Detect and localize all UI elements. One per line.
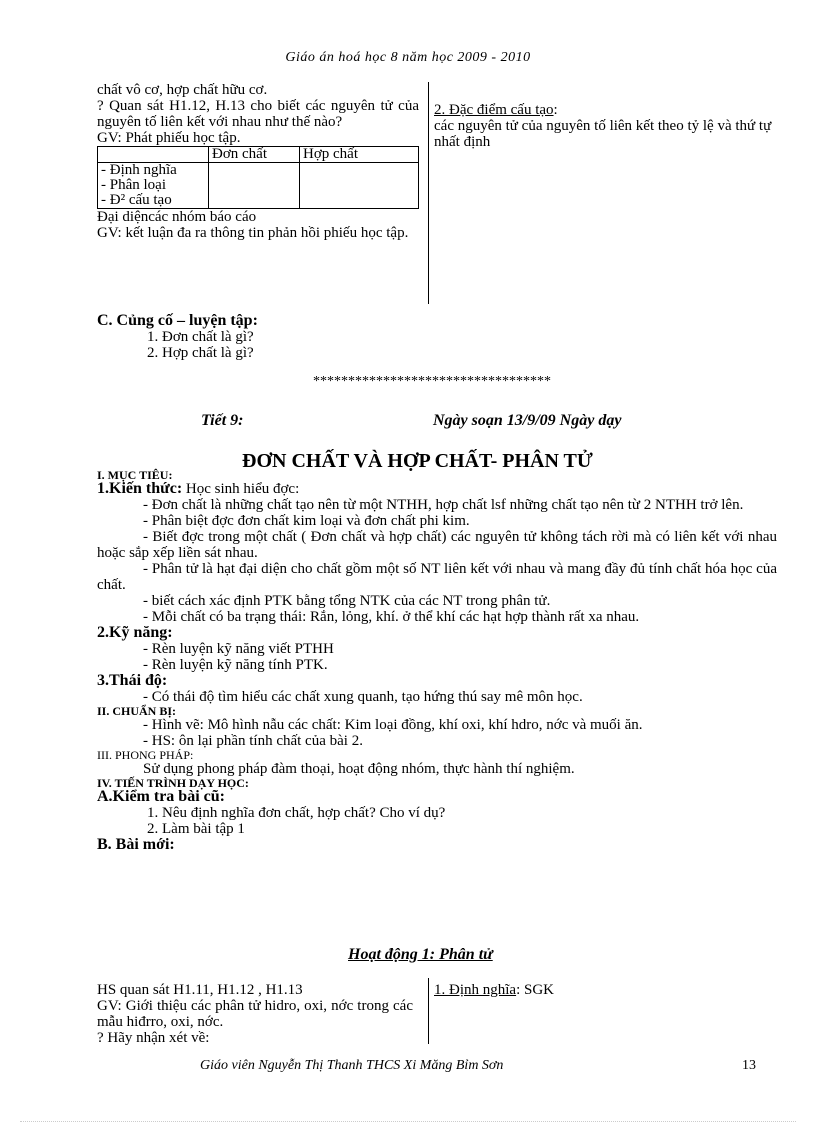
star-separator: **********************************: [313, 374, 551, 389]
conclusion-text: GV: kết luận đa ra thông tin phản hồi phiếu học tập.: [97, 225, 409, 241]
skills-label: 2.Kỹ năng:: [97, 624, 173, 641]
gv-sheet-text: GV: Phát phiếu học tập.: [97, 130, 241, 146]
row-structure: - Đ² cấu tạo: [101, 192, 172, 208]
footer-author: Giáo viên Nguyễn Thị Thanh THCS Xi Măng Bỉm Sơn: [200, 1058, 504, 1073]
page-number: 13: [742, 1058, 756, 1073]
top-left-column: [97, 82, 419, 241]
row-classification: - Phân loại: [101, 177, 166, 193]
prep-heading: II. CHUẨN BỊ:: [97, 704, 177, 718]
prep-2: - HS: ôn lại phần tính chất của bài 2.: [143, 733, 363, 749]
question-text: ? Quan sát H1.12, H.13 cho biết các nguyên tử của nguyên tố liên kết với nhau như thế nào?: [97, 98, 419, 130]
structure-heading: 2. Đặc điểm cấu tạo: [434, 102, 554, 118]
activity-question: ? Hãy nhận xét về:: [97, 1030, 210, 1046]
knowledge-1: - Đơn chất là những chất tạo nên từ một NTHH, hợp chất lsf những chất tạo nên từ 2 NTHH trở lên.: [143, 497, 744, 513]
lesson-period: Tiết 9:: [201, 412, 244, 429]
structure-text: các nguyên tử của nguyên tố liên kết theo tỷ lệ và thứ tự nhất định: [434, 118, 772, 150]
structure-colon: :: [553, 102, 558, 118]
knowledge-label: 1.Kiến thức:: [97, 480, 183, 497]
activity-right-column: [434, 982, 784, 998]
table-header-row: [98, 147, 419, 163]
definition-ref: : SGK: [516, 982, 555, 998]
table-header-empty: [98, 147, 209, 163]
consolidation-q2: 2. Hợp chất là gì?: [147, 345, 254, 361]
knowledge-line: [97, 481, 777, 497]
new-lesson-label: B. Bài mới:: [97, 836, 175, 853]
attitude-label: 3.Thái độ:: [97, 672, 168, 689]
knowledge-intro: Học sinh hiểu đợc:: [182, 481, 300, 497]
activity-left-column: [97, 982, 413, 1046]
page-title: ĐƠN CHẤT VÀ HỢP CHẤT- PHÂN TỬ: [242, 450, 593, 472]
structure-heading-line: [434, 102, 784, 118]
method-1: Sử dụng phong pháp đàm thoại, hoạt động nhóm, thực hành thí nghiệm.: [143, 761, 575, 777]
activity-gv-intro: GV: Giới thiệu các phân tử hidro, oxi, nớc trong các mẫu hiđrro, oxi, nớc.: [97, 998, 413, 1030]
activity-title: Hoạt động 1: Phân tử: [348, 946, 493, 963]
table-row-labels: [98, 163, 209, 209]
check-label: A.Kiểm tra bài cũ:: [97, 788, 225, 805]
row-definition: - Định nghĩa: [101, 162, 177, 178]
table-header-compound: Hợp chất: [300, 147, 419, 163]
objectives-heading: I. MỤC TIÊU:: [97, 468, 173, 482]
activity-observe: HS quan sát H1.11, H1.12 , H1.13: [97, 982, 303, 998]
table-header-element: Đơn chất: [209, 147, 300, 163]
column-divider-bottom: [428, 978, 429, 1044]
attitude-1: - Có thái độ tìm hiểu các chất xung quanh, tạo hứng thú say mê môn học.: [143, 689, 583, 705]
process-heading: IV. TIẾN TRÌNH DẠY HỌC:: [97, 776, 249, 790]
table-cell-compound: [300, 163, 419, 209]
column-divider-top: [428, 82, 429, 304]
definition-heading: 1. Định nghĩa: [434, 982, 517, 998]
table-cell-element: [209, 163, 300, 209]
knowledge-6: - Mỗi chất có ba trạng thái: Rắn, lỏng, khí. ở thể khí các hạt hợp thành rất xa nhau.: [143, 609, 640, 625]
lesson-dates: Ngày soạn 13/9/09 Ngày dạy: [433, 412, 622, 429]
main-body: [97, 469, 777, 853]
method-heading: III. PHONG PHÁP:: [97, 748, 194, 762]
knowledge-4: - Phân tử là hạt đại diện cho chất gồm một số NT liên kết với nhau và mang đầy đủ tính chất hóa học của chất.: [97, 561, 777, 593]
page-header: Giáo án hoá học 8 năm học 2009 - 2010: [285, 50, 531, 65]
knowledge-5: - biết cách xác định PTK bằng tổng NTK của các NT trong phân tử.: [143, 593, 551, 609]
report-text: Đại diệncác nhóm báo cáo: [97, 209, 257, 225]
worksheet-table: [97, 146, 419, 209]
prep-1: - Hình vẽ: Mô hình nẫu các chất: Kim loại đồng, khí oxi, khí hdro, nớc và muối ăn.: [143, 717, 643, 733]
continuation-line: chất vô cơ, hợp chất hữu cơ.: [97, 82, 268, 98]
check-2: 2. Làm bài tập 1: [147, 821, 245, 837]
knowledge-3: - Biết đợc trong một chất ( Đơn chất và hợp chất) các nguyên tử không tách rời mà có liên kết với nhau hoặc sắp xếp liền sát nhau.: [97, 529, 777, 561]
consolidation-q1: 1. Đơn chất là gì?: [147, 329, 254, 345]
check-1: 1. Nêu định nghĩa đơn chất, hợp chất? Cho ví dụ?: [147, 805, 446, 821]
consolidation-heading: C. Củng cố – luyện tập:: [97, 312, 258, 329]
knowledge-2: - Phân biệt đợc đơn chất kim loại và đơn chất phi kim.: [143, 513, 470, 529]
consolidation-section: [97, 312, 497, 361]
skill-2: - Rèn luyện kỹ năng tính PTK.: [143, 657, 328, 673]
skill-1: - Rèn luyện kỹ năng viết PTHH: [143, 641, 334, 657]
top-right-column: [434, 102, 784, 150]
table-row: [98, 163, 419, 209]
